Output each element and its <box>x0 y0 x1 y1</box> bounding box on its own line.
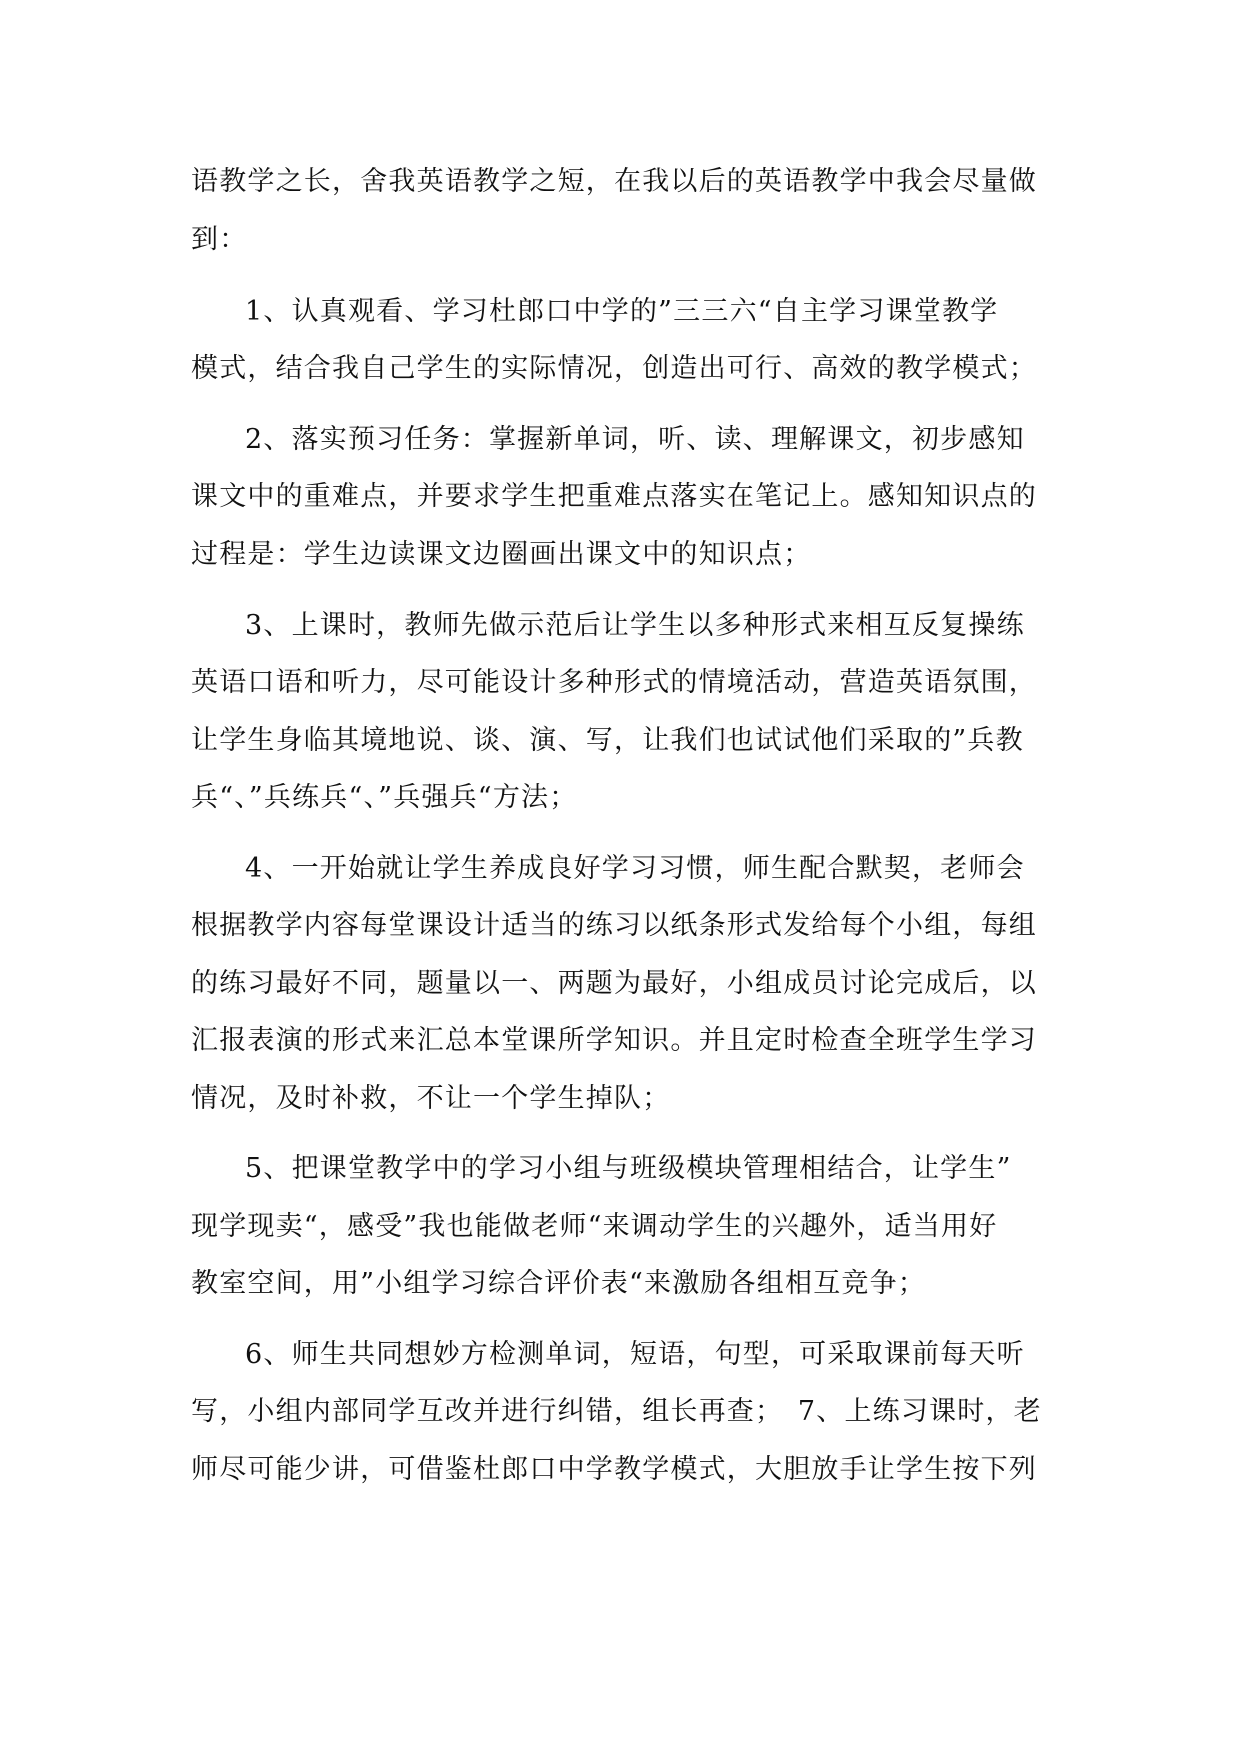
text-line: 3、上课时，教师先做示范后让学生以多种形式来相互反复操练 <box>245 610 1025 641</box>
text-line: 汇报表演的形式来汇总本堂课所学知识。并且定时检查全班学生学习 <box>191 1025 1037 1056</box>
text-line: 6、师生共同想妙方检测单词，短语，句型，可采取课前每天听 <box>245 1339 1025 1370</box>
text-line: 语教学之长，舍我英语教学之短，在我以后的英语教学中我会尽量做 <box>191 166 1037 197</box>
text-line: 过程是：学生边读课文边圈画出课文中的知识点； <box>191 539 812 570</box>
text-line: 师尽可能少讲，可借鉴杜郎口中学教学模式，大胆放手让学生按下列 <box>191 1454 1037 1485</box>
text-line: 教室空间，用”小组学习综合评价表“来激励各组相互竞争； <box>191 1268 927 1299</box>
text-line: 写，小组内部同学互改并进行纠错，组长再查； 7、上练习课时，老 <box>191 1396 1042 1427</box>
text-line: 1、认真观看、学习杜郎口中学的”三三六“自主学习课堂教学 <box>245 296 999 327</box>
text-line: 5、把课堂教学中的学习小组与班级模块管理相结合，让学生” <box>245 1153 1012 1184</box>
text-line: 2、落实预习任务：掌握新单词，听、读、理解课文，初步感知 <box>245 424 1025 455</box>
text-line: 的练习最好不同，题量以一、两题为最好，小组成员讨论完成后，以 <box>191 968 1037 999</box>
text-line: 让学生身临其境地说、谈、演、写，让我们也试试他们采取的”兵教 <box>191 725 1024 756</box>
text-line: 到： <box>191 224 248 255</box>
text-line: 模式，结合我自己学生的实际情况，创造出可行、高效的教学模式； <box>191 353 1037 384</box>
text-line: 兵“、”兵练兵“、”兵强兵“方法； <box>191 782 578 813</box>
text-line: 情况，及时补救，不让一个学生掉队； <box>191 1083 671 1114</box>
text-line: 根据教学内容每堂课设计适当的练习以纸条形式发给每个小组，每组 <box>191 910 1037 941</box>
text-line: 4、一开始就让学生养成良好学习习惯，师生配合默契，老师会 <box>245 853 1025 884</box>
text-line: 英语口语和听力，尽可能设计多种形式的情境活动，营造英语氛围， <box>191 667 1037 698</box>
text-line: 现学现卖“，感受”我也能做老师“来调动学生的兴趣外，适当用好 <box>191 1211 998 1242</box>
text-line: 课文中的重难点，并要求学生把重难点落实在笔记上。感知知识点的 <box>191 481 1037 512</box>
